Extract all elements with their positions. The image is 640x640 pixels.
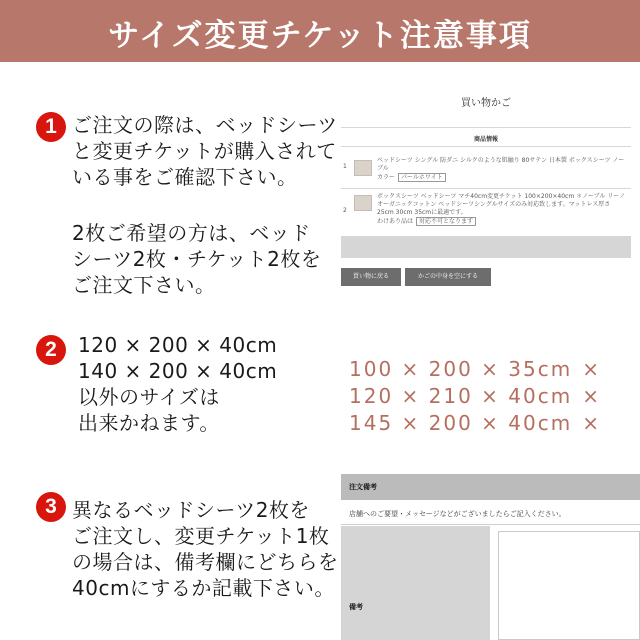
- cart-item-thumbnail: [354, 195, 372, 211]
- unavailable-size: 100 × 200 × 35cm: [349, 357, 573, 381]
- unavailable-size-row: [349, 356, 601, 383]
- order-notes-message: 店舗へのご要望・メッセージなどがございましたらご記入ください。: [349, 510, 566, 518]
- cart-item-name: ベッドシーツ シングル 防ダニ シルクのような肌触り 80サテン 日本製 ボックスシーツ ノー: [377, 157, 625, 164]
- step-1-line: [72, 190, 338, 220]
- step-2-number-badge: 2: [36, 335, 66, 365]
- notes-label: 備考: [349, 603, 363, 611]
- unavailable-size: 120 × 210 × 40cm: [349, 384, 573, 408]
- cart-item-name-cont: オーガニックコットン ベッドシーツシングルサイズのみ対応致します。マットレス厚さ: [377, 201, 611, 208]
- cart-screenshot: [341, 84, 631, 294]
- unavailable-size-row: [349, 410, 601, 437]
- cart-item-index: 1: [343, 163, 347, 170]
- cart-divider: [341, 146, 631, 147]
- step-3-number-badge: 3: [36, 492, 66, 522]
- step-2-line: 120 × 200 × 40cm: [78, 333, 278, 357]
- cart-item-option: [377, 173, 631, 182]
- step-1-number-badge: 1: [36, 112, 66, 142]
- notes-textarea[interactable]: [498, 531, 640, 640]
- cart-item-index: 2: [343, 207, 347, 214]
- step-1-line: 2枚ご希望の方は、ベッド: [72, 221, 311, 245]
- cart-item-option-select[interactable]: パールホワイト: [398, 173, 446, 182]
- unavailable-mark: ×: [582, 357, 601, 381]
- cart-item-row: [341, 156, 631, 186]
- cart-item-option-label: カラー: [377, 174, 396, 181]
- title-banner: [0, 0, 640, 62]
- empty-cart-button[interactable]: かごの中身を空にする: [405, 268, 491, 286]
- step-1-line: ご注文の際は、ベッドシーツ: [72, 113, 338, 137]
- order-notes-header-label: 注文備考: [349, 483, 377, 491]
- order-notes-header: [341, 474, 640, 500]
- cart-item-name: ボックスシーツ ベッドシーツ マチ40cm変更チケット 100×200×40cm ＊ノーブル リーノ: [377, 193, 626, 200]
- unavailable-mark: ×: [582, 384, 601, 408]
- step-3-line: 40cmにするか記載下さい。: [72, 576, 335, 600]
- cart-title: 買い物かご: [461, 98, 511, 109]
- step-2-text: [78, 332, 277, 436]
- cart-divider: [341, 188, 631, 189]
- step-1-line: シーツ2枚・チケット2枚を: [72, 247, 322, 271]
- cart-item-option: [377, 217, 631, 226]
- cart-item-thumbnail: [354, 160, 372, 176]
- cart-item-name-cont: ブル: [377, 165, 389, 172]
- step-3-text: [72, 497, 339, 601]
- page-title: サイズ変更チケット注意事項: [108, 18, 532, 54]
- step-1-line: ご注文下さい。: [72, 273, 216, 297]
- cart-column-header: 商品情報: [473, 136, 498, 143]
- cart-item-option-label: わけあり品は: [377, 218, 414, 225]
- step-2-line: 以外のサイズは: [78, 385, 220, 409]
- unavailable-mark: ×: [582, 411, 601, 435]
- order-notes-divider: [341, 524, 640, 525]
- step-3-line: ご注文し、変更チケット1枚: [72, 524, 330, 548]
- cart-item-name-cont: 25cm 30cm 35cmに最適です。: [377, 209, 467, 216]
- step-2-line: 140 × 200 × 40cm: [78, 359, 278, 383]
- unavailable-size: 145 × 200 × 40cm: [349, 411, 573, 435]
- step-1-line: と変更チケットが購入されて: [72, 139, 337, 163]
- unavailable-size-row: [349, 383, 601, 410]
- cart-divider: [341, 127, 631, 128]
- step-3-line: の場合は、備考欄にどちらを: [72, 550, 339, 574]
- step-2-line: 出来かねます。: [78, 411, 220, 435]
- cart-total-bar: [341, 236, 631, 258]
- step-1-text: [72, 112, 338, 298]
- step-3-line: 異なるベッドシーツ2枚を: [72, 498, 310, 522]
- cart-item-option-select[interactable]: 対応不可となります: [416, 217, 476, 226]
- back-to-shopping-button[interactable]: 買い物に戻る: [341, 268, 401, 286]
- cart-item-row: [341, 192, 631, 232]
- order-notes-form: [341, 472, 640, 640]
- notes-label-cell: [341, 526, 490, 640]
- step-1-line: いる事をご確認下さい。: [72, 165, 298, 189]
- unavailable-size-list: [349, 356, 601, 437]
